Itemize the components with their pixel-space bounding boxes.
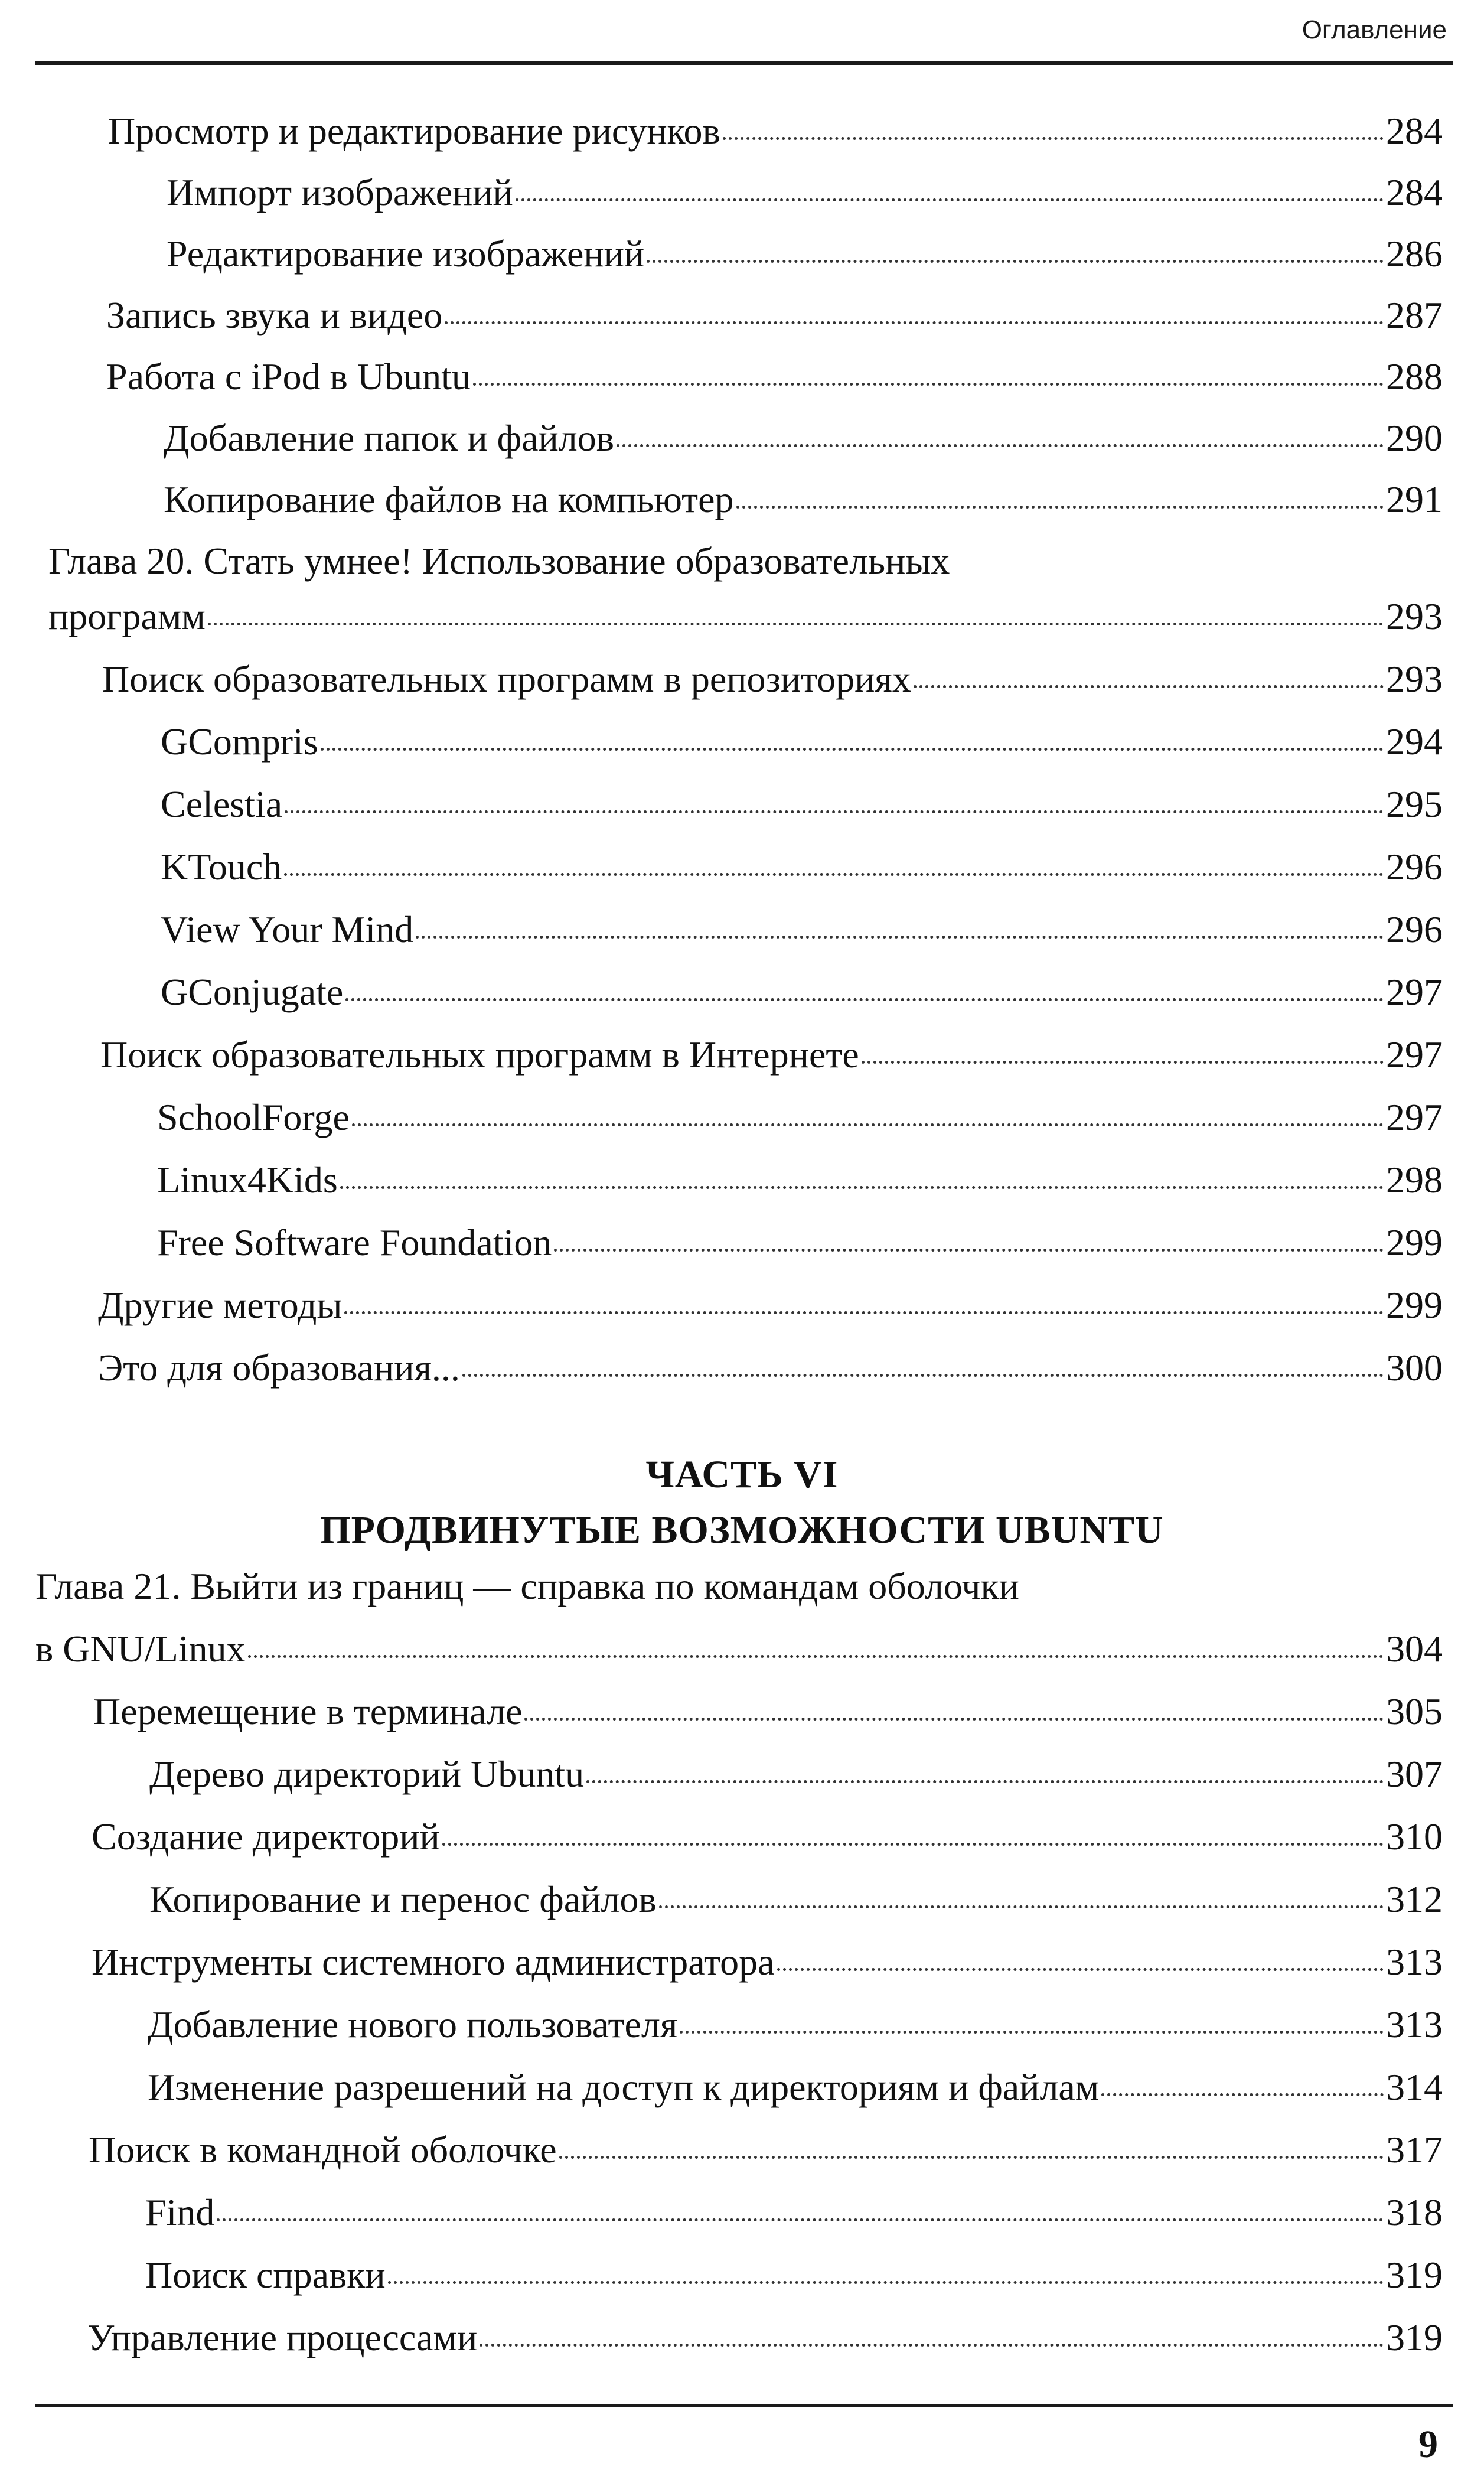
toc-entry [148,2001,1443,2048]
part-label: ЧАСТЬ VI [645,1453,839,1496]
toc-entry-page: 293 [1386,595,1443,637]
toc-entry [161,843,1443,891]
toc-entry [98,1282,1443,1329]
dot-leader [248,1654,1384,1658]
toc-entry-title: Работа с iPod в Ubuntu [106,356,471,397]
toc-entry-page: 319 [1386,2254,1443,2296]
toc-entry [98,1344,1443,1392]
toc-entry [164,415,1443,462]
toc-entry-page: 297 [1386,971,1443,1013]
toc-entry-title: Добавление нового пользователя [148,2003,678,2045]
toc-entry [89,2126,1443,2174]
toc-entry-title: Изменение разрешений на доступ к директориям и файлам [148,2066,1100,2108]
toc-entry-title: Управление процессами [87,2316,478,2358]
dot-leader [647,259,1384,263]
dot-leader [445,321,1384,324]
toc-entry [145,2252,1443,2299]
toc-entry-title: GCompris [161,721,318,763]
toc-entry-page: 297 [1386,1096,1443,1138]
chapter-title-line: Глава 21. Выйти из границ — справка по командам оболочки [35,1565,1019,1607]
toc-entry-title: SchoolForge [157,1096,350,1138]
toc-entry-title: программ [48,595,206,637]
toc-entry [157,1156,1443,1204]
toc-entry-title: Celestia [161,783,283,825]
toc-entry-page: 299 [1386,1284,1443,1326]
toc-entry-page: 296 [1386,846,1443,888]
toc-entry-page: 319 [1386,2316,1443,2358]
toc-entry-title: в GNU/Linux [35,1628,246,1670]
toc-entry-page: 294 [1386,721,1443,763]
page-number: 9 [1418,2423,1438,2466]
part-title: ПРОДВИНУТЫЕ ВОЗМОЖНОСТИ UBUNTU [320,1508,1164,1552]
toc-entry-title: Free Software Foundation [157,1221,552,1263]
toc-entry-page: 284 [1386,110,1443,152]
toc-entry-title: Linux4Kids [157,1159,338,1201]
toc-entry-page: 295 [1386,783,1443,825]
toc-entry-title: Поиск образовательных программ в репозиториях [102,658,911,700]
toc-entry-title: Другие методы [98,1284,343,1326]
dot-leader [416,935,1384,939]
toc-entry [161,906,1443,953]
toc-entry-title: Find [145,2191,215,2233]
toc-entry-title: Поиск образовательных программ в Интернете [100,1034,859,1076]
toc-entry [92,1813,1443,1861]
dot-leader [862,1060,1384,1064]
dot-leader [217,2218,1384,2221]
toc-entry-page: 297 [1386,1034,1443,1076]
toc-entry [35,1625,1443,1673]
dot-leader [284,872,1384,876]
toc-entry [92,1938,1443,1986]
running-head: Оглавление [1302,15,1447,44]
toc-entry-title: Просмотр и редактирование рисунков [108,110,720,152]
dot-leader [352,1123,1384,1126]
dot-leader [473,382,1384,386]
toc-entry [161,969,1443,1016]
dot-leader [388,2280,1384,2284]
dot-leader [285,810,1384,813]
toc-entry [108,107,1443,155]
toc-entry-title: Копирование файлов на компьютер [164,478,734,520]
toc-entry-title: Редактирование изображений [167,233,645,275]
toc-entry-title: Дерево директорий Ubuntu [149,1753,585,1795]
toc-entry-title: KTouch [161,846,282,888]
toc-entry [106,292,1443,339]
toc-entry [148,2064,1443,2111]
toc-entry [149,1876,1443,1923]
dot-leader [723,136,1384,140]
dot-leader [462,1373,1384,1377]
toc-entry [161,781,1443,828]
dot-leader [208,622,1384,625]
dot-leader [559,2155,1384,2159]
dot-leader [321,747,1384,751]
dot-leader [914,685,1384,688]
toc-entry-page: 312 [1386,1878,1443,1920]
toc-entry-title: GConjugate [161,971,344,1013]
dot-leader [344,1311,1384,1314]
toc-entry-title: Создание директорий [92,1816,440,1858]
chapter-title-line: Глава 20. Стать умнее! Использование образовательных [48,540,950,582]
toc-entry-page: 290 [1386,417,1443,459]
dot-leader [1101,2093,1384,2096]
bottom-rule [35,2404,1453,2407]
toc-entry-page: 299 [1386,1221,1443,1263]
toc-entry-page: 296 [1386,908,1443,950]
dot-leader [617,444,1384,447]
dot-leader [480,2343,1384,2347]
toc-entry-title: Запись звука и видео [106,294,443,336]
toc-entry [87,2314,1443,2361]
dot-leader [345,998,1384,1001]
dot-leader [554,1248,1384,1252]
toc-entry [167,230,1443,278]
toc-entry-title: Инструменты системного администратора [92,1941,775,1983]
toc-entry-page: 300 [1386,1347,1443,1389]
toc-entry [93,1688,1443,1735]
toc-entry [145,2189,1443,2236]
toc-entry-page: 305 [1386,1690,1443,1732]
toc-entry [106,353,1443,400]
toc-entry-page: 314 [1386,2066,1443,2108]
toc-entry-title: Копирование и перенос файлов [149,1878,657,1920]
dot-leader [586,1780,1384,1783]
toc-entry [157,1094,1443,1141]
toc-entry-title: Перемещение в терминале [93,1690,523,1732]
dot-leader [736,505,1384,509]
toc-entry-title: Поиск справки [145,2254,386,2296]
toc-entry-page: 288 [1386,356,1443,397]
dot-leader [680,2030,1384,2034]
toc-entry-page: 284 [1386,171,1443,213]
toc-entry [164,476,1443,523]
toc-entry-page: 317 [1386,2129,1443,2171]
toc-entry-title: Добавление папок и файлов [164,417,614,459]
toc-entry-title: View Your Mind [161,908,414,950]
dot-leader [442,1842,1384,1846]
toc-entry [102,656,1443,703]
toc-entry [100,1031,1443,1079]
toc-entry-page: 291 [1386,478,1443,520]
toc-entry [157,1219,1443,1266]
toc-entry [48,593,1443,640]
toc-entry-page: 293 [1386,658,1443,700]
toc-entry [161,718,1443,765]
toc-entry-page: 304 [1386,1628,1443,1670]
toc-entry-page: 307 [1386,1753,1443,1795]
toc-entry-page: 310 [1386,1816,1443,1858]
toc-entry-page: 286 [1386,233,1443,275]
toc-entry-page: 318 [1386,2191,1443,2233]
toc-entry-page: 298 [1386,1159,1443,1201]
toc-entry-page: 313 [1386,2003,1443,2045]
toc-entry-title: Это для образования... [98,1347,460,1389]
dot-leader [340,1185,1384,1189]
dot-leader [516,198,1384,201]
toc-entry-page: 313 [1386,1941,1443,1983]
dot-leader [524,1717,1384,1721]
toc-entry-title: Поиск в командной оболочке [89,2129,557,2171]
dot-leader [777,1967,1384,1971]
dot-leader [659,1905,1384,1908]
toc-entry [167,169,1443,216]
toc-entry-page: 287 [1386,294,1443,336]
toc-entry [149,1751,1443,1798]
toc-entry-title: Импорт изображений [167,171,513,213]
